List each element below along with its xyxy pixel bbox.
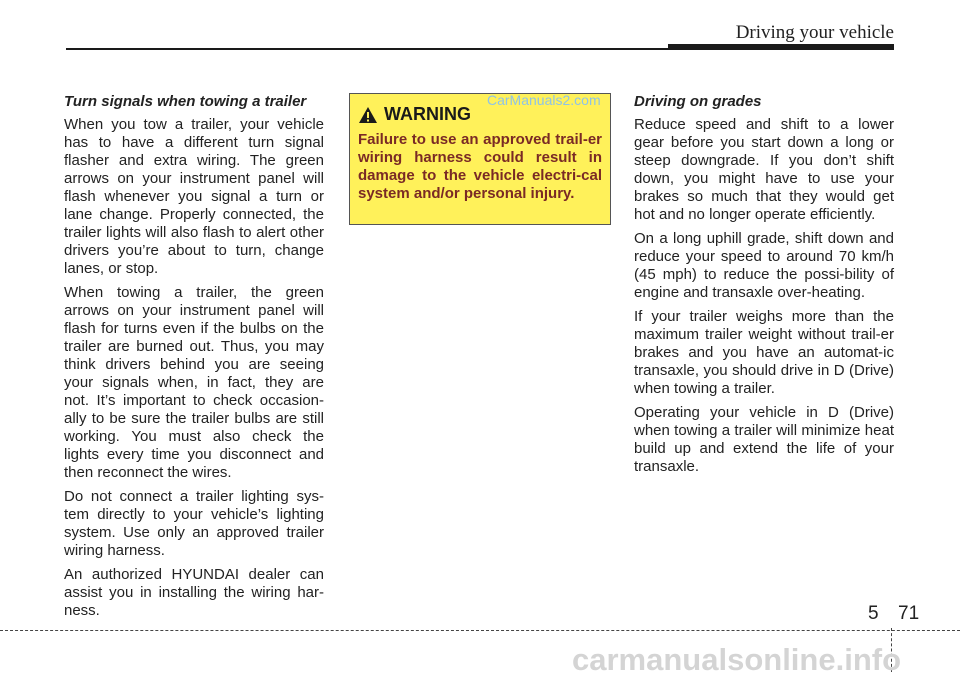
paragraph: When towing a trailer, the green arrows on your instrument panel will flash for turns even if the bulbs on the trailer are burned out. Thus, you may think drivers behind you are seeing your signals when, in fact, they are not. It’s important to check occasion-ally to be sure the trailer bulbs are still working. You must also check the lights every time you disconnect and then reconnect the wires.: [64, 284, 324, 481]
paragraph: An authorized HYUNDAI dealer can assist you in installing the wiring har-ness.: [64, 566, 324, 619]
header-title: Driving your vehicle: [735, 22, 894, 43]
watermark-bottom[interactable]: carmanualsonline.info: [572, 642, 902, 677]
right-column: [634, 93, 894, 482]
paragraph: If your trailer weighs more than the maximum trailer weight without trail-er brakes and you have an automat-ic transaxle, you should drive in D (Drive) when towing a trailer.: [634, 308, 894, 397]
header-bar: [668, 44, 894, 50]
warning-text: Failure to use an approved trail-er wiring harness could result in damage to the vehicle electri-cal system and/or personal injury.: [358, 131, 602, 202]
paragraph: Do not connect a trailer lighting sys-tem directly to your vehicle’s lighting system. Use only an approved trailer wiring harness.: [64, 488, 324, 559]
section-heading-turn-signals: Turn signals when towing a trailer: [64, 93, 307, 110]
paragraph: Operating your vehicle in D (Drive) when towing a trailer will minimize heat build up and extend the life of your transaxle.: [634, 404, 894, 475]
warning-title: WARNING: [384, 104, 471, 124]
footer-rule: [0, 630, 960, 631]
watermark-top[interactable]: CarManuals2.com: [487, 92, 601, 108]
page-number: 71: [898, 603, 920, 624]
middle-column: [349, 93, 611, 225]
paragraph: When you tow a trailer, your vehicle has to have a different turn signal flasher and extra wiring. The green arrows on your instrument panel will flash whenever you signal a turn or lane change. Properly connected, the trailer lights will also flash to alert other drivers you’re about to turn, change lanes, or stop.: [64, 116, 324, 277]
section-heading-grades: Driving on grades: [634, 93, 762, 110]
paragraph: Reduce speed and shift to a lower gear before you start down a long or steep downgrade. If you don’t shift down, you might have to use your brakes so much that they would get hot and no longer operate efficiently.: [634, 116, 894, 223]
warning-triangle-icon: [358, 106, 378, 124]
paragraph: On a long uphill grade, shift down and reduce your speed to around 70 km/h (45 mph) to reduce the possi-bility of engine and transaxle over-heating.: [634, 230, 894, 301]
left-column: [64, 93, 324, 626]
warning-box: [349, 93, 611, 225]
chapter-number: 5: [868, 603, 879, 624]
